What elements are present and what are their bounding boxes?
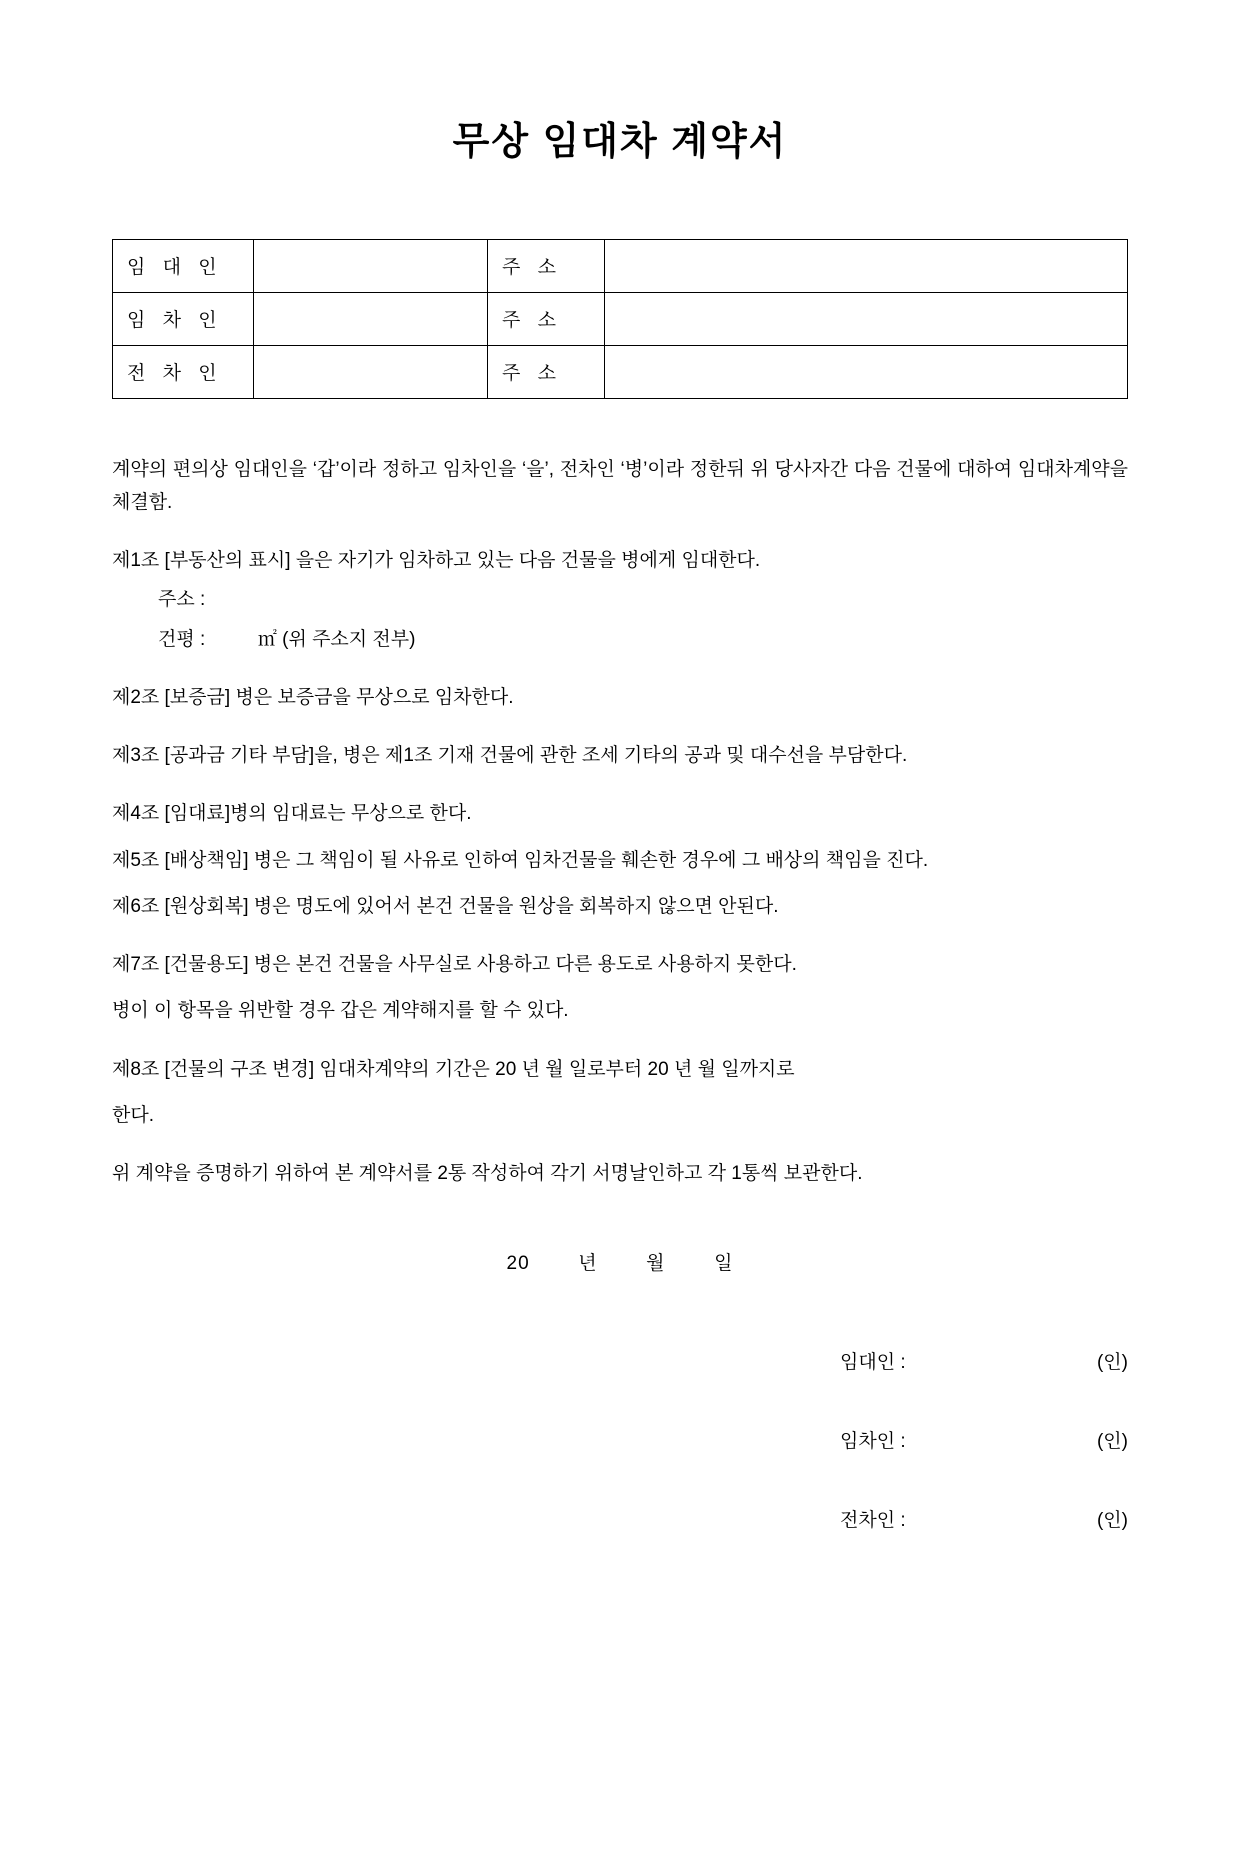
seal-mark-lessor: (인): [1096, 1352, 1128, 1374]
signature-row-lessee: [112, 1426, 1128, 1453]
date-day-label: 일: [714, 1253, 734, 1275]
party-table: [112, 239, 1128, 399]
clause-1-area-line: [112, 623, 1128, 656]
lessee-address-field[interactable]: [605, 292, 1128, 345]
table-row: [113, 239, 1128, 292]
document-page: [0, 120, 1240, 1874]
date-year-prefix: 20: [506, 1253, 530, 1275]
lessee-label: 임 차 인: [113, 292, 254, 345]
signature-label-sublessee: 전차인 :: [840, 1510, 906, 1532]
clause-3: 제3조 [공과금 기타 부담]을, 병은 제1조 기재 건물에 관한 조세 기타의 공과 및 대수선을 부담한다.: [112, 745, 908, 767]
seal-mark-sublessee: (인): [1096, 1510, 1128, 1532]
signature-label-lessee: 임차인 :: [840, 1431, 906, 1453]
page-title: 무상 임대차 계약서: [452, 121, 788, 163]
date-line: [112, 1248, 1128, 1275]
lessor-address-field[interactable]: [605, 239, 1128, 292]
clause-2: 제2조 [보증금] 병은 보증금을 무상으로 임차한다.: [112, 686, 514, 708]
intro-paragraph: 계약의 편의상 임대인을 ‘갑’이라 정하고 임차인을 ‘을’, 전차인 ‘병’이라 정한뒤 위 당사자간 다음 건물에 대하여 임대차계약을 체결함.: [112, 458, 1128, 513]
sublessee-address-label: 주 소: [488, 345, 605, 398]
seal-mark-lessee: (인): [1096, 1431, 1128, 1453]
sublessee-label: 전 차 인: [113, 345, 254, 398]
lessee-address-label: 주 소: [488, 292, 605, 345]
clause-7: 제7조 [건물용도] 병은 본건 건물을 사무실로 사용하고 다른 용도로 사용하지 못한다.: [112, 954, 797, 976]
lessee-name-field[interactable]: [254, 292, 488, 345]
table-row: [113, 292, 1128, 345]
clause-5: 제5조 [배상책임] 병은 그 책임이 될 사유로 인하여 임차건물을 훼손한 경우에 그 배상의 책임을 진다.: [112, 849, 929, 871]
lessor-address-label: 주 소: [488, 239, 605, 292]
clause-1-area-label: 건평 :: [158, 628, 206, 650]
clause-1-address-label: 주소 :: [158, 589, 206, 611]
table-row: [113, 345, 1128, 398]
clause-8: 제8조 [건물의 구조 변경] 임대차계약의 기간은 20 년 월 일로부터 20 년 월 일까지로: [112, 1058, 795, 1080]
clause-4: 제4조 [임대료]병의 임대료는 무상으로 한다.: [112, 803, 472, 825]
clause-1-address-line: [112, 583, 1128, 616]
clause-7-continued: 병이 이 항목을 위반할 경우 갑은 계약해지를 할 수 있다.: [112, 1000, 569, 1022]
signature-row-lessor: [112, 1347, 1128, 1374]
date-year-label: 년: [578, 1253, 598, 1275]
sublessee-name-field[interactable]: [254, 345, 488, 398]
signature-row-sublessee: [112, 1505, 1128, 1532]
clause-8-continued: 한다.: [112, 1104, 154, 1126]
sublessee-address-field[interactable]: [605, 345, 1128, 398]
signature-label-lessor: 임대인 :: [840, 1352, 906, 1374]
lessor-name-field[interactable]: [254, 239, 488, 292]
date-month-label: 월: [646, 1253, 666, 1275]
clause-6: 제6조 [원상회복] 병은 명도에 있어서 본건 건물을 원상을 회복하지 않으면 안된다.: [112, 895, 779, 917]
signature-block: [112, 1347, 1128, 1532]
closing-paragraph: 위 계약을 증명하기 위하여 본 계약서를 2통 작성하여 각기 서명날인하고 각 1통씩 보관한다.: [112, 1163, 863, 1185]
clause-1-area-value: ㎡ (위 주소지 전부): [257, 628, 416, 650]
clause-1: 제1조 [부동산의 표시] 을은 자기가 임차하고 있는 다음 건물을 병에게 임대한다.: [112, 550, 761, 572]
lessor-label: 임 대 인: [113, 239, 254, 292]
